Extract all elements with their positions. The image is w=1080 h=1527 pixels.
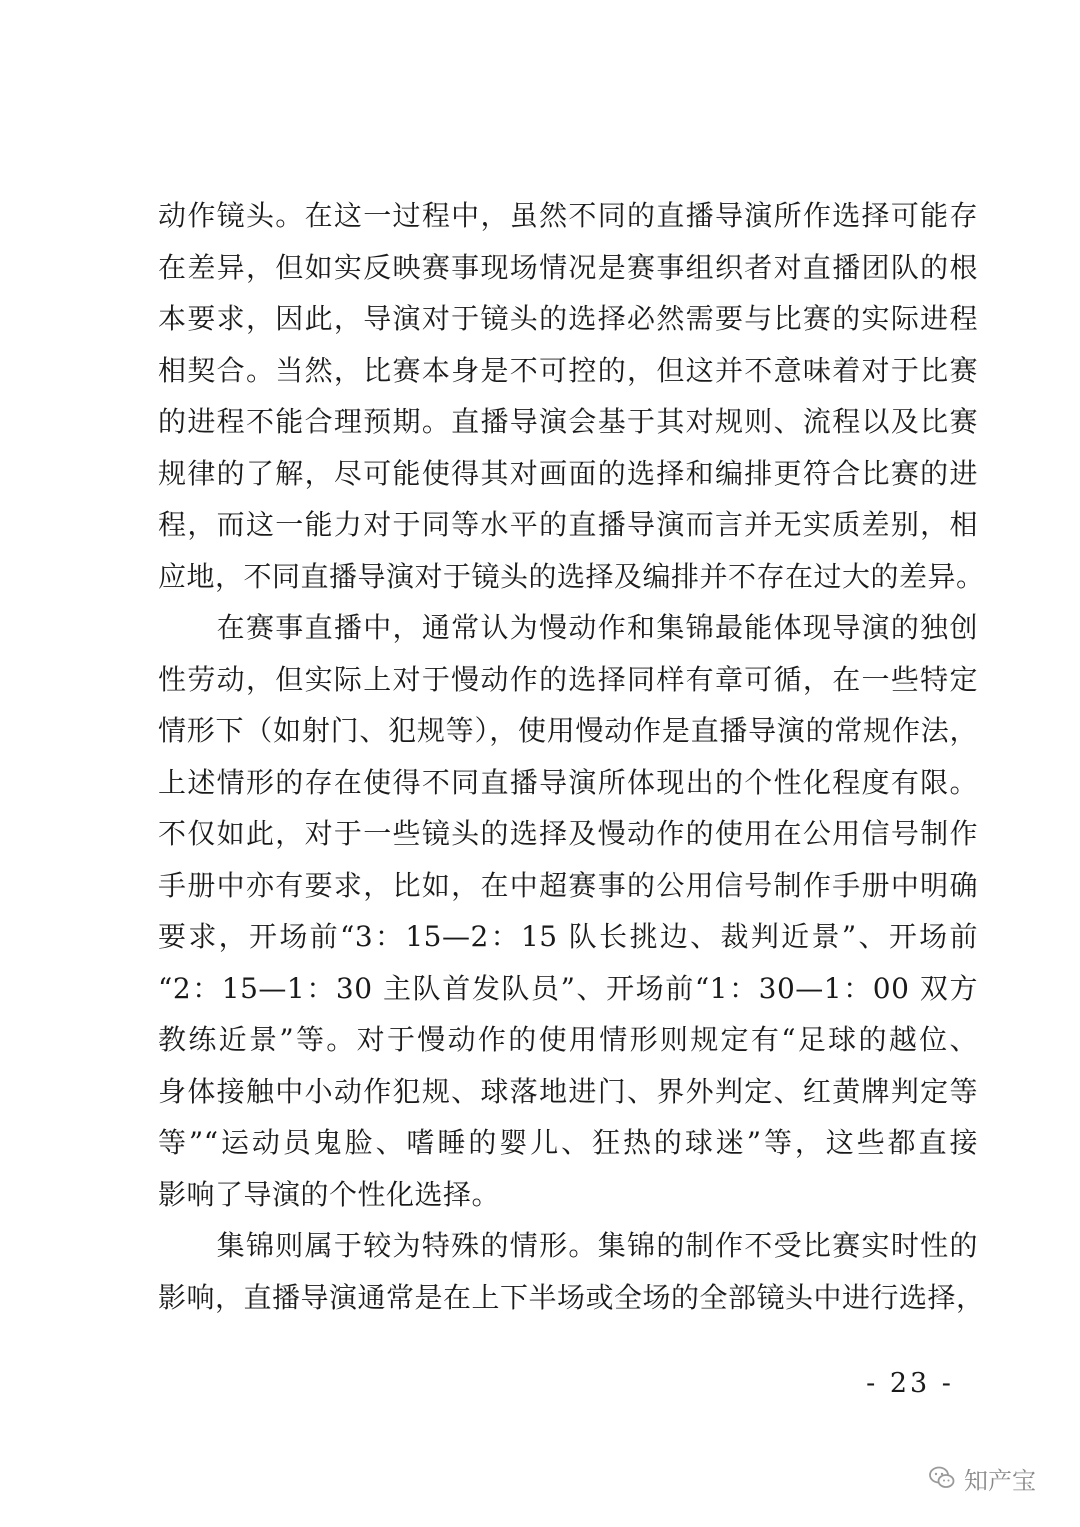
- text-line: 本要求，因此，导演对于镜头的选择必然需要与比赛的实际进程: [158, 302, 978, 335]
- text-line: 规律的了解，尽可能使得其对画面的选择和编排更符合比赛的进: [158, 456, 978, 490]
- text-line: 影响，直播导演通常是在上下半场或全场的全部镜头中进行选择，: [158, 1280, 985, 1314]
- watermark: [928, 1458, 1036, 1498]
- text-line: 应地，不同直播导演对于镜头的选择及编排并不存在过大的差异。: [158, 559, 985, 593]
- watermark-text: 知产宝: [964, 1466, 1036, 1495]
- text-line: 情形下（如射门、犯规等），使用慢动作是直播导演的常规作法，: [158, 714, 978, 747]
- text-line: 身体接触中小动作犯规、球落地进门、界外判定、红黄牌判定等: [158, 1074, 978, 1108]
- text-line: 动作镜头。在这一过程中，虽然不同的直播导演所作选择可能存: [158, 199, 978, 232]
- text-line: 性劳动，但实际上对于慢动作的选择同样有章可循，在一些特定: [158, 662, 978, 696]
- text-line: 集锦则属于较为特殊的情形。集锦的制作不受比赛实时性的: [158, 1229, 978, 1262]
- text-line: “2：15—1：30 主队首发队员”、开场前“1：30—1：00 双方: [158, 971, 978, 1005]
- text-line: 相契合。当然，比赛本身是不可控的，但这并不意味着对于比赛: [158, 353, 978, 387]
- text-line: 等”“运动员鬼脸、嗜睡的婴儿、狂热的球迷”等，这些都直接: [158, 1126, 978, 1159]
- text-line: 手册中亦有要求，比如，在中超赛事的公用信号制作手册中明确: [158, 868, 978, 902]
- text-line: 不仅如此，对于一些镜头的选择及慢动作的使用在公用信号制作: [158, 817, 978, 850]
- page-number: - 23 -: [866, 1368, 954, 1399]
- text-line: 上述情形的存在使得不同直播导演所体现出的个性化程度有限。: [158, 765, 978, 799]
- text-line: 要求，开场前“3：15—2：15 队长挑边、裁判近景”、开场前: [158, 920, 978, 953]
- body-text: [158, 190, 985, 1323]
- text-line: 在赛事直播中，通常认为慢动作和集锦最能体现导演的独创: [158, 611, 978, 644]
- text-line: 教练近景”等。对于慢动作的使用情形则规定有“足球的越位、: [158, 1023, 978, 1056]
- text-line: 程，而这一能力对于同等水平的直播导演而言并无实质差别，相: [158, 508, 978, 541]
- text-line: 影响了导演的个性化选择。: [158, 1177, 501, 1211]
- text-line: 在差异，但如实反映赛事现场情况是赛事组织者对直播团队的根: [158, 250, 978, 284]
- wechat-icon: [928, 1464, 956, 1492]
- text-line: 的进程不能合理预期。直播导演会基于其对规则、流程以及比赛: [158, 405, 978, 438]
